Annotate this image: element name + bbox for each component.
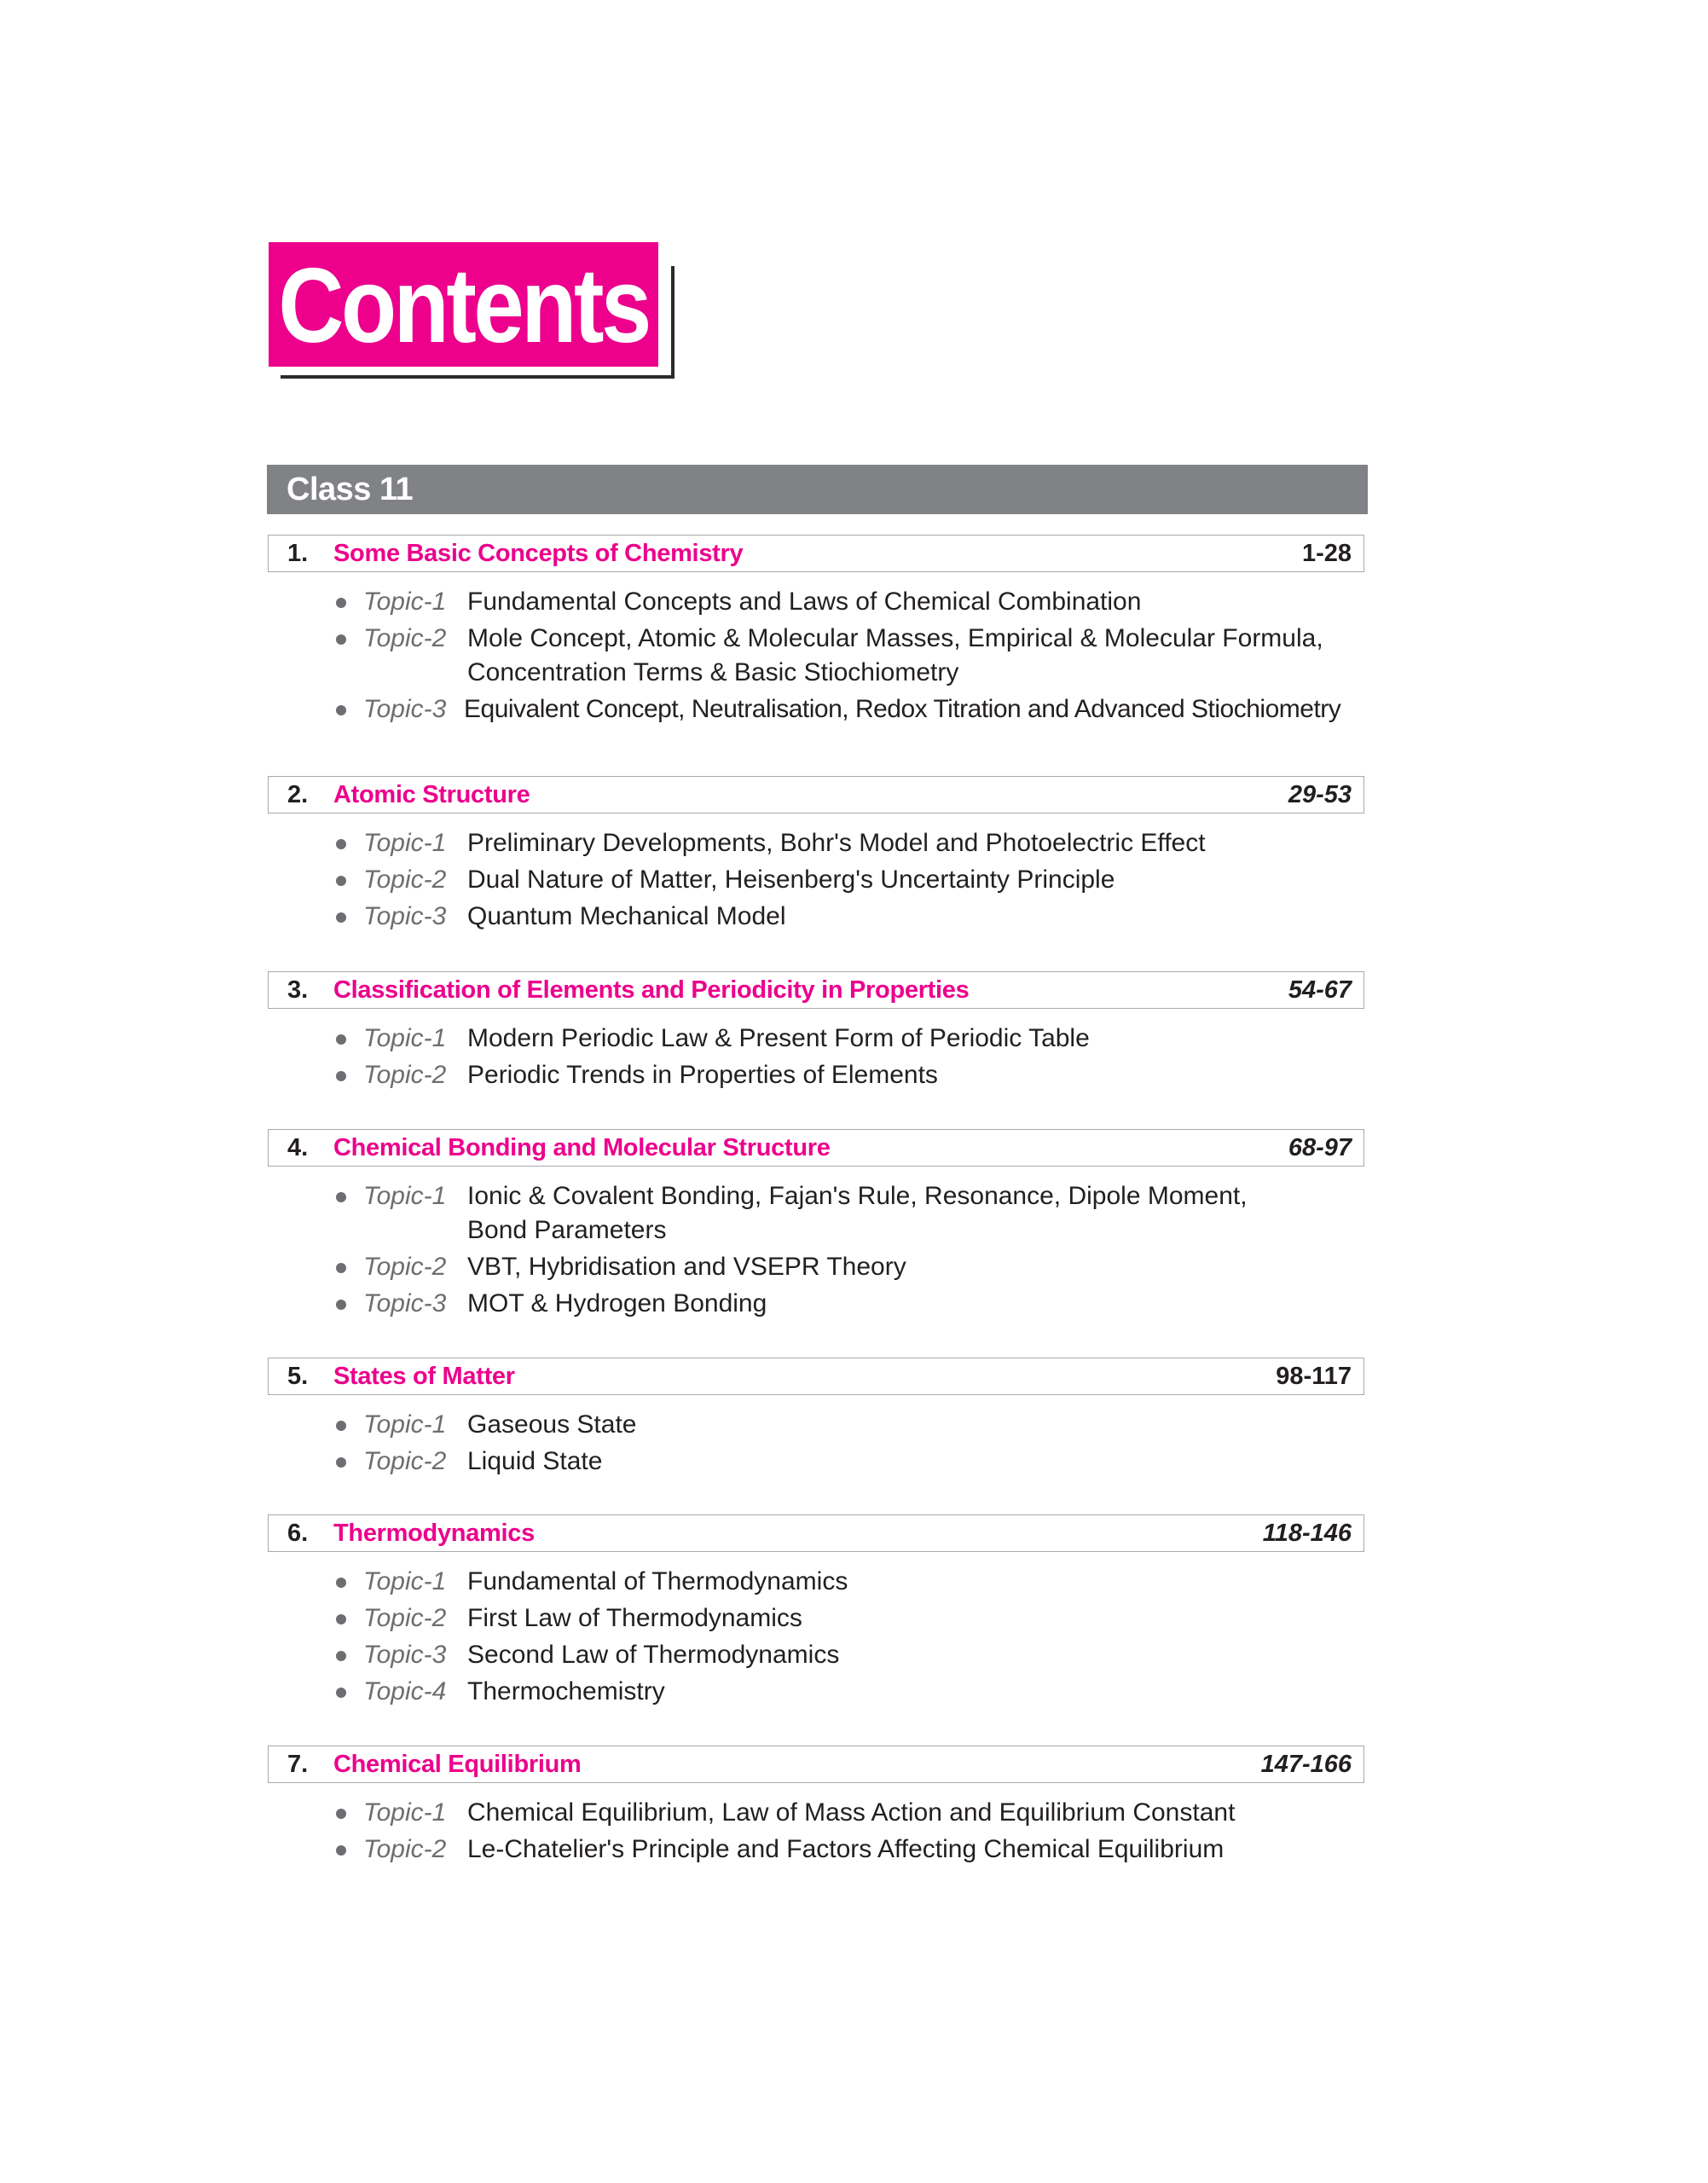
chapter-entry [268, 971, 1364, 1095]
chapter-entry [268, 1514, 1364, 1711]
topic-text: Chemical Equilibrium, Law of Mass Action and Equilibrium Constant [467, 1798, 1236, 1827]
bullet-icon [336, 1300, 346, 1310]
topic-item[interactable] [268, 1287, 1364, 1321]
topic-label: Topic-2 [363, 1835, 447, 1863]
topic-text: Modern Periodic Law & Present Form of Periodic Table [467, 1024, 1090, 1052]
topic-text: Fundamental of Thermodynamics [467, 1567, 848, 1595]
topic-item[interactable] [268, 1638, 1364, 1672]
chapter-entry [268, 535, 1364, 729]
chapter-page-range: 118-146 [1262, 1519, 1352, 1547]
chapter-heading[interactable] [268, 776, 1364, 814]
chapter-entry [268, 1129, 1364, 1323]
topic-list [268, 1565, 1364, 1709]
topic-text: VBT, Hybridisation and VSEPR Theory [467, 1253, 906, 1281]
bullet-icon [336, 598, 346, 608]
topic-label: Topic-4 [363, 1677, 447, 1705]
topic-label: Topic-1 [363, 829, 447, 857]
chapter-heading[interactable] [268, 535, 1364, 572]
class-section-label: Class 11 [287, 471, 414, 507]
topic-label: Topic-1 [363, 1182, 447, 1210]
topic-item[interactable] [268, 1022, 1364, 1056]
chapter-entry [268, 1746, 1364, 1869]
chapter-page-range: 29-53 [1288, 780, 1352, 808]
bullet-icon [336, 876, 346, 886]
bullet-icon [336, 1651, 346, 1661]
topic-item[interactable] [268, 900, 1364, 934]
topic-list [268, 585, 1364, 727]
topic-list [268, 1179, 1364, 1321]
bullet-icon [336, 912, 346, 923]
topic-text: MOT & Hydrogen Bonding [467, 1289, 767, 1317]
chapter-entry [268, 1358, 1364, 1481]
chapter-entry [268, 776, 1364, 936]
topic-text: Mole Concept, Atomic & Molecular Masses, Empirical & Molecular Formula, [467, 624, 1323, 652]
bullet-icon [336, 1578, 346, 1588]
topic-item[interactable] [268, 1796, 1364, 1830]
topic-text: Thermochemistry [467, 1677, 665, 1705]
topic-item[interactable] [268, 1408, 1364, 1442]
topic-label: Topic-1 [363, 1798, 447, 1827]
topic-item[interactable] [268, 692, 1364, 727]
chapter-title[interactable]: Chemical Bonding and Molecular Structure [333, 1133, 831, 1161]
chapter-page-range: 54-67 [1288, 976, 1352, 1004]
topic-label: Topic-2 [363, 624, 447, 652]
topic-item[interactable] [268, 1058, 1364, 1092]
chapter-page-range: 147-166 [1260, 1750, 1352, 1778]
bullet-icon [336, 1845, 346, 1856]
chapter-number: 5. [287, 1362, 309, 1390]
chapter-number: 6. [287, 1519, 309, 1547]
topic-label: Topic-3 [363, 695, 447, 723]
topic-text: Le-Chatelier's Principle and Factors Affecting Chemical Equilibrium [467, 1835, 1225, 1863]
topic-text: Gaseous State [467, 1410, 637, 1439]
topic-text: Quantum Mechanical Model [467, 902, 786, 930]
chapter-page-range: 1-28 [1301, 539, 1352, 567]
bullet-icon [336, 705, 346, 715]
chapter-number: 4. [287, 1133, 309, 1161]
chapter-heading[interactable] [268, 1746, 1364, 1783]
topic-item[interactable] [268, 1601, 1364, 1636]
chapter-page-range: 98-117 [1276, 1362, 1352, 1390]
topic-text: Dual Nature of Matter, Heisenberg's Uncertainty Principle [467, 866, 1115, 894]
bullet-icon [336, 1421, 346, 1431]
topic-label: Topic-1 [363, 1024, 447, 1052]
topic-label: Topic-3 [363, 1289, 447, 1317]
bullet-icon [336, 839, 346, 849]
topic-item[interactable] [268, 1833, 1364, 1867]
chapter-heading[interactable] [268, 1514, 1364, 1552]
chapter-title[interactable]: Atomic Structure [333, 780, 530, 808]
chapter-title[interactable]: States of Matter [333, 1362, 515, 1390]
chapter-number: 2. [287, 780, 309, 808]
chapter-title[interactable]: Some Basic Concepts of Chemistry [333, 539, 744, 567]
topic-label: Topic-2 [363, 1253, 447, 1281]
chapter-title[interactable]: Classification of Elements and Periodicity in Properties [333, 976, 970, 1004]
bullet-icon [336, 1809, 346, 1819]
chapter-number: 3. [287, 976, 309, 1004]
topic-item[interactable] [268, 1445, 1364, 1479]
topic-text: Second Law of Thermodynamics [467, 1641, 840, 1669]
topic-label: Topic-2 [363, 1604, 447, 1632]
topic-text: Liquid State [467, 1447, 603, 1475]
topic-item[interactable] [268, 622, 1364, 690]
topic-label: Topic-3 [363, 1641, 447, 1669]
topic-text: Fundamental Concepts and Laws of Chemical Combination [467, 588, 1142, 616]
topic-item[interactable] [268, 1565, 1364, 1599]
topic-list [268, 1796, 1364, 1867]
chapter-number: 1. [287, 539, 309, 567]
topic-item[interactable] [268, 863, 1364, 897]
topic-label: Topic-2 [363, 1447, 447, 1475]
topic-item[interactable] [268, 1250, 1364, 1284]
topic-item[interactable] [268, 585, 1364, 619]
bullet-icon [336, 1263, 346, 1273]
contents-header [269, 242, 658, 367]
bullet-icon [336, 1688, 346, 1698]
chapter-number: 7. [287, 1750, 309, 1778]
bullet-icon [336, 1034, 346, 1045]
bullet-icon [336, 1071, 346, 1081]
topic-text: Preliminary Developments, Bohr's Model and Photoelectric Effect [467, 829, 1206, 857]
chapter-heading[interactable] [268, 971, 1364, 1009]
bullet-icon [336, 634, 346, 645]
topic-text-continued: Concentration Terms & Basic Stiochiometry [467, 658, 959, 686]
topic-item[interactable] [268, 1179, 1364, 1248]
topic-text-continued: Bond Parameters [467, 1216, 667, 1244]
class-section-bar [267, 465, 1368, 514]
chapter-title[interactable]: Chemical Equilibrium [333, 1750, 582, 1778]
topic-text: First Law of Thermodynamics [467, 1604, 802, 1632]
topic-item[interactable] [268, 826, 1364, 860]
topic-label: Topic-2 [363, 1061, 447, 1089]
topic-list [268, 1408, 1364, 1479]
topic-list [268, 826, 1364, 934]
topic-label: Topic-2 [363, 866, 447, 894]
topic-list [268, 1022, 1364, 1092]
topic-item[interactable] [268, 1675, 1364, 1709]
topic-label: Topic-1 [363, 1567, 447, 1595]
chapter-heading[interactable] [268, 1358, 1364, 1395]
chapter-title[interactable]: Thermodynamics [333, 1519, 535, 1547]
topic-text: Equivalent Concept, Neutralisation, Redox Titration and Advanced Stiochiometry [464, 695, 1341, 723]
chapter-heading[interactable] [268, 1129, 1364, 1167]
topic-text: Ionic & Covalent Bonding, Fajan's Rule, Resonance, Dipole Moment, [467, 1182, 1248, 1210]
bullet-icon [336, 1457, 346, 1468]
topic-label: Topic-1 [363, 588, 447, 616]
page-title: Contents [278, 247, 649, 365]
topic-label: Topic-3 [363, 902, 447, 930]
topic-label: Topic-1 [363, 1410, 447, 1439]
topic-text: Periodic Trends in Properties of Elements [467, 1061, 938, 1089]
bullet-icon [336, 1192, 346, 1202]
bullet-icon [336, 1614, 346, 1624]
chapter-page-range: 68-97 [1288, 1133, 1352, 1161]
